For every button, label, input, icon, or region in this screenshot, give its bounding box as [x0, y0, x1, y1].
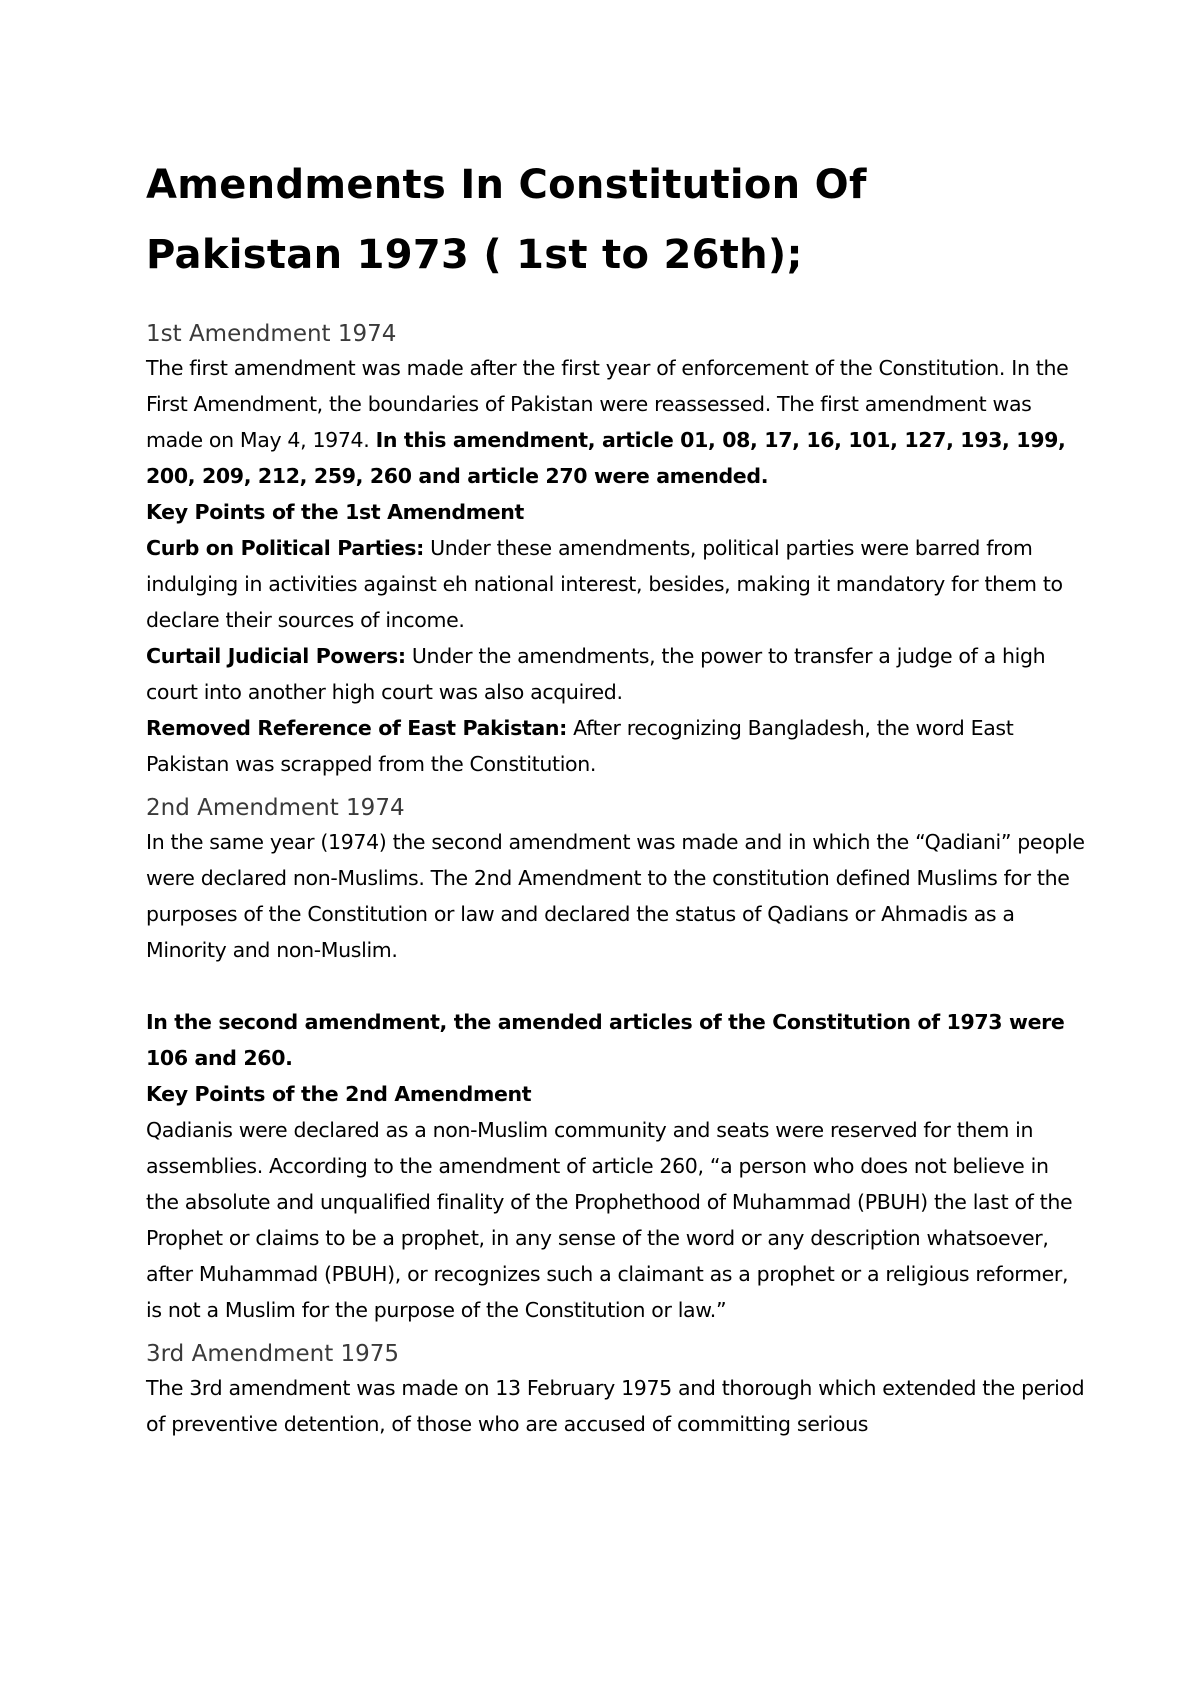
point-text: Under the amendments, the power to transfer a judge of a high court into another high court was also acquired.	[146, 644, 1046, 704]
amendment-3-heading: 3rd Amendment 1975	[146, 1341, 400, 1367]
amendment-1-intro	[146, 350, 1086, 494]
document-title	[146, 150, 1086, 290]
amendment-2-heading: 2nd Amendment 1974	[146, 795, 405, 821]
amendment-1-heading: 1st Amendment 1974	[146, 321, 397, 347]
amendment-3-intro: The 3rd amendment was made on 13 February 1975 and thorough which extended the period of preventive detention, of those who are accused of committing serious	[146, 1376, 1085, 1436]
point-text: After recognizing Bangladesh, the word East Pakistan was scrapped from the Constitution.	[146, 716, 1014, 776]
document-title-line-2: Pakistan 1973 ( 1st to 26th);	[146, 232, 803, 278]
amendment-2-section	[146, 792, 1086, 1328]
amendment-2-key-points-heading: Key Points of the 2nd Amendment	[146, 1082, 532, 1106]
point-text: Under these amendments, political parties were barred from indulging in activities against eh national interest, besides, making it mandatory for them to declare their sources of income.	[146, 536, 1063, 632]
amendment-1-key-points-heading: Key Points of the 1st Amendment	[146, 500, 524, 524]
amendment-1-point-2	[146, 638, 1086, 710]
amendment-1-point-1	[146, 530, 1086, 638]
point-label: Removed Reference of East Pakistan:	[146, 716, 567, 740]
point-label: Curb on Political Parties:	[146, 536, 424, 560]
amendment-1-section	[146, 318, 1086, 782]
amendment-2-key-points-text: Qadianis were declared as a non-Muslim community and seats were reserved for them in assemblies. According to the amendment of article 260, “a person who does not believe in the absolute and unqualified finality of the Prophethood of Muhammad (PBUH) the last of the Prophet or claims to be a prophet, in any sense of the word or any description whatsoever, after Muhammad (PBUH), or recognizes such a claimant as a prophet or a religious reformer, is not a Muslim for the purpose of the Constitution or law.”	[146, 1118, 1073, 1322]
point-label: Curtail Judicial Powers:	[146, 644, 406, 668]
amendment-1-intro-text: The first amendment was made after the first year of enforcement of the Constitution. In the First Amendment, the boundaries of Pakistan were reassessed. The first amendment was made on May 4, 1974.	[146, 356, 1069, 452]
document-page	[146, 150, 1086, 1442]
amendment-1-point-3	[146, 710, 1086, 782]
document-title-line-1: Amendments In Constitution Of	[146, 162, 867, 208]
amendment-3-section	[146, 1338, 1086, 1442]
amendment-2-articles: In the second amendment, the amended articles of the Constitution of 1973 were 106 and 260.	[146, 1010, 1065, 1070]
amendment-1-articles: In this amendment, article 01, 08, 17, 16, 101, 127, 193, 199, 200, 209, 212, 259, 260 and article 270 were amended.	[146, 428, 1066, 488]
amendment-2-intro: In the same year (1974) the second amendment was made and in which the “Qadiani” people were declared non-Muslims. The 2nd Amendment to the constitution defined Muslims for the purposes of the Constitution or law and declared the status of Qadians or Ahmadis as a Minority and non-Muslim.	[146, 830, 1085, 962]
